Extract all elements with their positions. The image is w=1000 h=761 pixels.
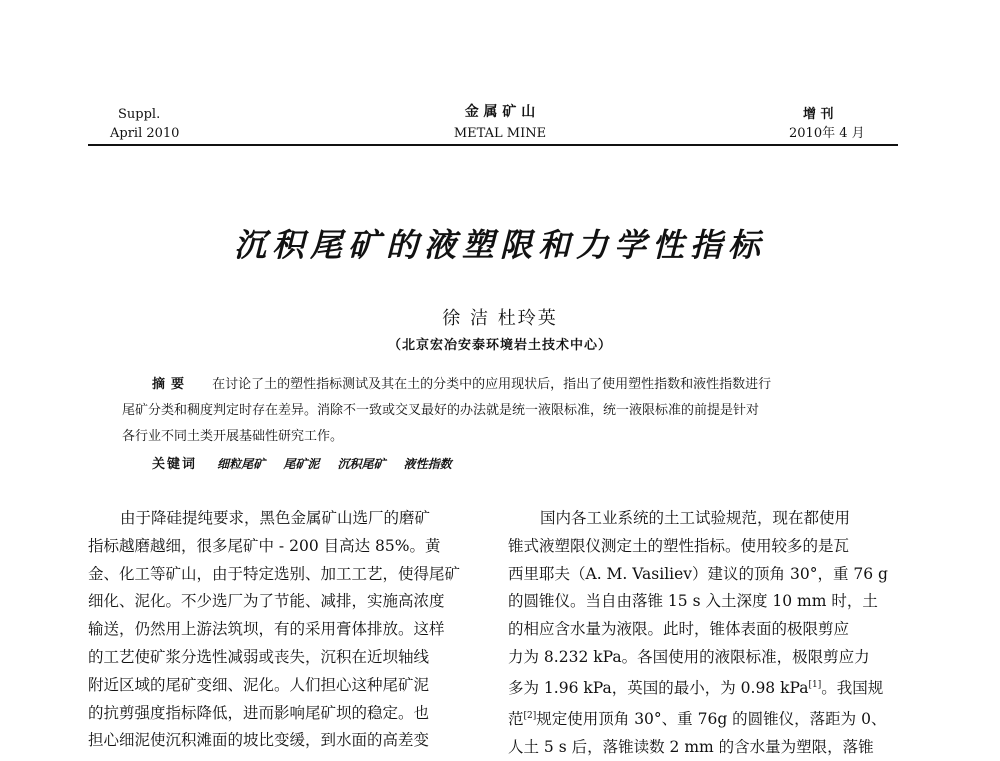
authors: 徐 洁 杜玲英 [442,308,558,329]
header-rule [88,144,898,146]
abstract-line-2: 尾矿分类和稠度判定时存在差异。消除不一致或交叉最好的办法就是统一液限标准，统一液限标准的前提是针对 [122,403,760,418]
body-line: 附近区域的尾矿变细、泥化。人们担心这种尾矿泥 [88,675,430,694]
journal-name-cn: 金 属 矿 山 [464,104,536,120]
abstract-label: 摘要 [152,377,191,392]
body-line: 细化、泥化。不少选厂为了节能、减排，实施高浓度 [88,592,445,611]
body-line: 由于降硅提纯要求，黑色金属矿山选厂的磨矿 [120,509,431,527]
body-line: 输送，仍然用上游法筑坝，有的采用膏体排放。这样 [88,620,445,639]
citation-ref: [1] [808,679,822,690]
body-line: 国内各工业系统的土工试验规范，现在都使用 [540,509,851,527]
body-line: 的工艺使矿浆分选性减弱或丧失，沉积在近坝轴线 [88,647,430,666]
body-line: 范[2]规定使用顶角 30°、重 76g 的圆锥仪，落距为 0、 [508,709,887,728]
keywords-label: 关键词 [152,457,198,472]
body-line: 担心细泥使沉积滩面的坡比变缓，到水面的高差变 [88,731,430,750]
abstract-line-3: 各行业不同土类开展基础性研究工作。 [122,429,344,444]
journal-supplement-label: Suppl. [118,107,161,122]
body-line: 的抗剪强度指标降低，进而影响尾矿坝的稳定。也 [88,703,430,722]
paper-title: 沉积尾矿的液塑限和力学性指标 [233,226,766,264]
keywords [152,451,452,478]
journal-date-cn: 2010年 4 月 [789,126,865,141]
body-line: 力为 8.232 kPa。各国使用的液限标准，极限剪应力 [508,647,870,666]
citation-ref: [2] [523,710,537,721]
body-line: 锥式液塑限仪测定土的塑性指标。使用较多的是瓦 [508,536,850,555]
body-line: 的圆锥仪。当自由落锥 15 s 入土深度 10 mm 时，土 [508,592,878,611]
keyword: 尾矿泥 [283,457,320,471]
journal-issue-cn: 增 刊 [803,107,834,122]
journal-name-en: METAL MINE [453,126,547,141]
body-column-left [88,505,460,755]
body-line: 人土 5 s 后，落锥读数 2 mm 的含水量为塑限，落锥 [508,737,874,756]
body-line: 多为 1.96 kPa，英国的最小，为 0.98 kPa[1]。我国规 [508,678,884,697]
body-line: 指标越磨越细，很多尾矿中 - 200 目高达 85%。黄 [88,536,441,555]
keyword: 沉积尾矿 [337,457,386,471]
keyword: 液性指数 [403,457,452,471]
journal-date-en: April 2010 [110,126,180,141]
body-line: 西里耶夫（A. M. Vasiliev）建议的顶角 30°，重 76 g [508,564,888,583]
body-line: 的相应含水量为液限。此时，锥体表面的极限剪应 [508,620,850,639]
abstract-line-1: 摘要 在讨论了土的塑性指标测试及其在土的分类中的应用现状后，指出了使用塑性指数和液性指数进行 [152,377,772,392]
body-line: 金、化工等矿山，由于特定选别、加工工艺，使得尾矿 [88,564,461,583]
affiliation: （北京宏冶安泰环境岩土技术中心） [387,338,612,353]
keyword: 细粒尾矿 [217,457,266,471]
body-column-right [508,505,888,761]
